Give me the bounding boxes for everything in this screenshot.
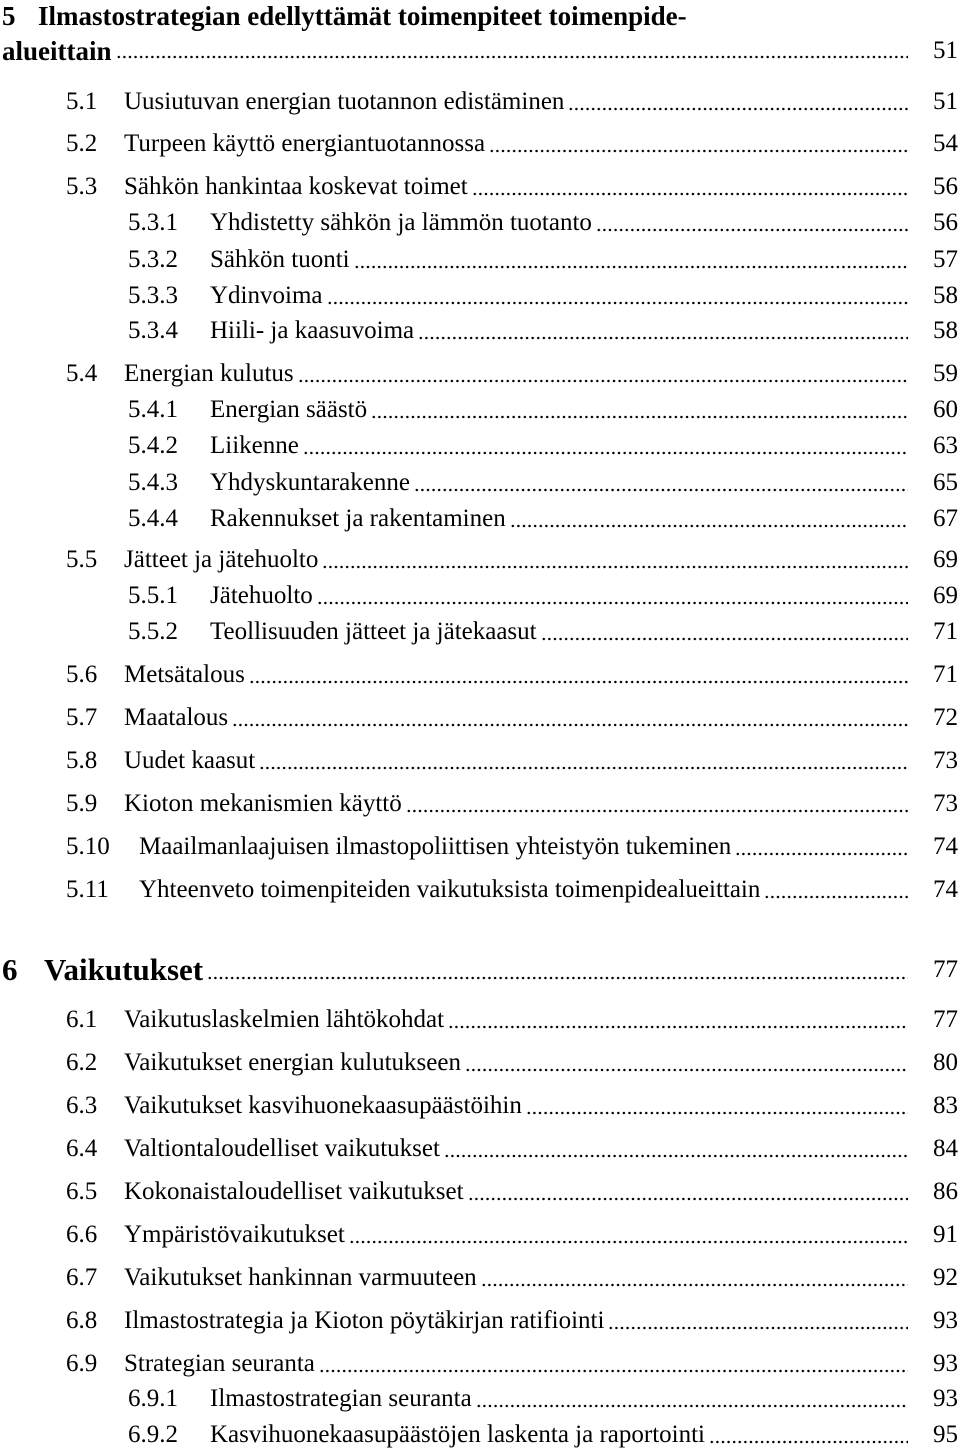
- toc-entry-number: 6.1: [66, 1006, 98, 1033]
- dot-leader: [465, 1068, 908, 1072]
- toc-entry-page-number: 91: [933, 1221, 958, 1248]
- toc-entry[interactable]: [0, 499, 960, 539]
- dot-leader: [481, 1283, 908, 1287]
- toc-entry-number: 6.6: [66, 1221, 98, 1248]
- toc-entry-page-number: 71: [933, 661, 958, 688]
- toc-entry[interactable]: [0, 741, 960, 781]
- toc-entry-page-number: 83: [933, 1092, 958, 1119]
- toc-entry-page-number: 77: [933, 1006, 958, 1033]
- toc-entry[interactable]: [0, 784, 960, 824]
- toc-entry-number: 5: [2, 1, 16, 31]
- toc-entry-page-number: 69: [933, 546, 958, 573]
- toc-entry-number: 6.9: [66, 1350, 98, 1377]
- toc-entry-number: 6.4: [66, 1135, 98, 1162]
- dot-leader: [596, 228, 908, 232]
- toc-entry-page-number: 72: [933, 704, 958, 731]
- toc-entry-title: Maailmanlaajuisen ilmastopoliittisen yhteistyön tukeminen: [139, 833, 732, 860]
- toc-entry-title: Energian säästö: [210, 396, 368, 423]
- toc-entry-title: Teollisuuden jätteet ja jätekaasut: [210, 618, 537, 645]
- toc-entry-number: 5.5.1: [128, 582, 178, 609]
- dot-leader: [317, 601, 908, 605]
- toc-entry-page-number: 58: [933, 282, 958, 309]
- toc-entry[interactable]: [0, 82, 960, 122]
- dot-leader: [327, 301, 909, 305]
- toc-entry-title: Vaikutukset: [44, 952, 204, 987]
- toc-entry[interactable]: [0, 612, 960, 652]
- toc-entry-title: Valtiontaloudelliset vaikutukset: [124, 1135, 440, 1162]
- toc-entry-number: 6.2: [66, 1049, 98, 1076]
- toc-entry[interactable]: [0, 240, 960, 280]
- dot-leader: [709, 1440, 908, 1444]
- dot-leader: [322, 565, 908, 569]
- toc-entry-page-number: 60: [933, 396, 958, 423]
- toc-entry-number: 5.5: [66, 546, 98, 573]
- toc-entry-number: 6.7: [66, 1264, 98, 1291]
- toc-entry-page-number: 74: [933, 833, 958, 860]
- toc-entry-number: 5.3.4: [128, 317, 178, 344]
- toc-entry-title: Strategian seuranta: [124, 1350, 315, 1377]
- toc-entry-title: Vaikutukset kasvihuonekaasupäästöihin: [124, 1092, 522, 1119]
- dot-leader: [510, 524, 908, 528]
- toc-entry-title: Ilmastostrategian edellyttämät toimenpiteet toimenpide-: [38, 1, 687, 31]
- dot-leader: [489, 149, 908, 153]
- toc-entry[interactable]: [0, 540, 960, 580]
- toc-entry-number: 6.3: [66, 1092, 98, 1119]
- toc-entry-number: 5.6: [66, 661, 98, 688]
- toc-entry-title: Maatalous: [124, 704, 229, 731]
- toc-entry-number: 5.8: [66, 747, 98, 774]
- toc-entry[interactable]: [0, 1379, 960, 1419]
- toc-entry-title: Ilmastostrategia ja Kioton pöytäkirjan ratifiointi: [124, 1307, 605, 1334]
- toc-entry-title: Turpeen käyttö energiantuotannossa: [124, 130, 486, 157]
- toc-entry-page-number: 56: [933, 209, 958, 236]
- toc-entry-title: Vaikutukset energian kulutukseen: [124, 1049, 461, 1076]
- toc-entry[interactable]: [0, 390, 960, 430]
- toc-entry-page-number: 93: [933, 1307, 958, 1334]
- dot-leader: [354, 265, 908, 269]
- toc-chapter-entry-continuation[interactable]: [0, 31, 960, 71]
- toc-entry[interactable]: [0, 203, 960, 243]
- toc-entry[interactable]: [0, 1215, 960, 1255]
- dot-leader: [608, 1326, 908, 1330]
- toc-entry-number: 5.3: [66, 173, 98, 200]
- toc-entry-title: Rakennukset ja rakentaminen: [210, 505, 506, 532]
- toc-entry-number: 6: [2, 952, 18, 987]
- toc-entry[interactable]: [0, 1415, 960, 1455]
- toc-entry-number: 5.4.1: [128, 396, 178, 423]
- toc-entry[interactable]: [0, 276, 960, 316]
- toc-entry-number: 5.10: [66, 833, 110, 860]
- toc-entry[interactable]: [0, 1000, 960, 1040]
- toc-entry-page-number: 86: [933, 1178, 958, 1205]
- toc-entry[interactable]: [0, 870, 960, 910]
- toc-entry-number: 6.8: [66, 1307, 98, 1334]
- toc-entry-page-number: 92: [933, 1264, 958, 1291]
- toc-entry-title: Kasvihuonekaasupäästöjen laskenta ja raportointi: [210, 1421, 705, 1448]
- toc-entry[interactable]: [0, 426, 960, 466]
- toc-entry-page-number: 65: [933, 469, 958, 496]
- toc-entry-title: Uusiutuvan energian tuotannon edistäminen: [124, 88, 565, 115]
- toc-entry-number: 5.4: [66, 360, 98, 387]
- toc-entry-page-number: 69: [933, 582, 958, 609]
- toc-entry-title: Kioton mekanismien käyttö: [124, 790, 402, 817]
- toc-entry-page-number: 71: [933, 618, 958, 645]
- toc-entry-number: 5.11: [66, 876, 109, 903]
- dot-leader: [472, 192, 908, 196]
- toc-entry[interactable]: [0, 311, 960, 351]
- toc-entry-number: 5.4.4: [128, 505, 178, 532]
- toc-entry-title: Yhteenveto toimenpiteiden vaikutuksista toimenpidealueittain: [139, 876, 761, 903]
- toc-entry-number: 5.3.1: [128, 209, 178, 236]
- toc-entry-page-number: 57: [933, 246, 958, 273]
- toc-chapter-entry[interactable]: [0, 950, 960, 990]
- toc-entry-title: Ydinvoima: [210, 282, 323, 309]
- dot-leader: [444, 1154, 908, 1158]
- toc-entry[interactable]: [0, 463, 960, 503]
- dot-leader: [259, 766, 908, 770]
- toc-entry-number: 5.3.3: [128, 282, 178, 309]
- toc-entry-number: 6.9.1: [128, 1385, 178, 1412]
- toc-entry-title: Ympäristövaikutukset: [124, 1221, 345, 1248]
- toc-entry[interactable]: [0, 1043, 960, 1083]
- toc-entry-page-number: 77: [933, 956, 958, 983]
- dot-leader: [541, 637, 908, 641]
- toc-entry[interactable]: [0, 1129, 960, 1169]
- toc-entry-title: Jätteet ja jätehuolto: [124, 546, 319, 573]
- toc-entry-page-number: 58: [933, 317, 958, 344]
- toc-entry-title: Liikenne: [210, 432, 299, 459]
- toc-entry-number: 5.2: [66, 130, 98, 157]
- toc-entry-page-number: 95: [933, 1421, 958, 1448]
- toc-entry-title: Sähkön hankintaa koskevat toimet: [124, 173, 468, 200]
- dot-leader: [418, 336, 908, 340]
- toc-entry-page-number: 51: [933, 88, 958, 115]
- toc-entry-page-number: 80: [933, 1049, 958, 1076]
- toc-entry[interactable]: [0, 1344, 960, 1384]
- dot-leader: [476, 1404, 908, 1408]
- dot-leader: [371, 415, 908, 419]
- toc-entry-title: Energian kulutus: [124, 360, 294, 387]
- toc-entry-title-continuation: alueittain: [2, 36, 112, 66]
- toc-entry[interactable]: [0, 1301, 960, 1341]
- dot-leader: [526, 1111, 908, 1115]
- toc-entry-page-number: 93: [933, 1385, 958, 1412]
- toc-entry-title: Metsätalous: [124, 661, 245, 688]
- toc-entry-page-number: 73: [933, 747, 958, 774]
- toc-entry[interactable]: [0, 698, 960, 738]
- dot-leader: [349, 1240, 908, 1244]
- dot-leader: [735, 852, 908, 856]
- toc-entry-number: 5.3.2: [128, 246, 178, 273]
- dot-leader: [448, 1025, 908, 1029]
- dot-leader: [406, 809, 908, 813]
- toc-entry-number: 5.9: [66, 790, 98, 817]
- toc-entry-title: Ilmastostrategian seuranta: [210, 1385, 472, 1412]
- toc-entry-title: Uudet kaasut: [124, 747, 256, 774]
- toc-entry[interactable]: [0, 655, 960, 695]
- toc-entry-title: Yhdyskuntarakenne: [210, 469, 410, 496]
- toc-entry[interactable]: [0, 576, 960, 616]
- toc-entry-page-number: 84: [933, 1135, 958, 1162]
- dot-leader: [414, 488, 908, 492]
- toc-entry[interactable]: [0, 167, 960, 207]
- dot-leader: [249, 680, 908, 684]
- toc-entry-title: Jätehuolto: [210, 582, 313, 609]
- dot-leader: [568, 107, 908, 111]
- toc-entry-number: 5.4.3: [128, 469, 178, 496]
- toc-entry-title: Kokonaistaloudelliset vaikutukset: [124, 1178, 464, 1205]
- toc-entry-number: 5.5.2: [128, 618, 178, 645]
- toc-entry-number: 5.4.2: [128, 432, 178, 459]
- toc-entry[interactable]: [0, 354, 960, 394]
- toc-entry-page-number: 63: [933, 432, 958, 459]
- dot-leader: [207, 976, 908, 980]
- dot-leader: [764, 895, 908, 899]
- dot-leader: [468, 1197, 908, 1201]
- toc-entry-page-number: 74: [933, 876, 958, 903]
- toc-entry[interactable]: [0, 1258, 960, 1298]
- dot-leader: [303, 451, 908, 455]
- toc-entry-page-number: 93: [933, 1350, 958, 1377]
- toc-entry[interactable]: [0, 124, 960, 164]
- toc-entry-title: Vaikutukset hankinnan varmuuteen: [124, 1264, 477, 1291]
- dot-leader: [232, 723, 908, 727]
- dot-leader: [116, 55, 908, 59]
- toc-entry[interactable]: [0, 827, 960, 867]
- toc-entry-page-number: 59: [933, 360, 958, 387]
- dot-leader: [319, 1369, 908, 1373]
- toc-entry-title: Hiili- ja kaasuvoima: [210, 317, 415, 344]
- toc-entry-title: Yhdistetty sähkön ja lämmön tuotanto: [210, 209, 592, 236]
- toc-entry-page-number: 56: [933, 173, 958, 200]
- toc-entry-number: 6.5: [66, 1178, 98, 1205]
- toc-entry-number: 5.1: [66, 88, 98, 115]
- toc-entry-page-number: 51: [933, 37, 958, 64]
- toc-entry-title: Vaikutuslaskelmien lähtökohdat: [124, 1006, 445, 1033]
- toc-entry-page-number: 54: [933, 130, 958, 157]
- toc-entry-page-number: 73: [933, 790, 958, 817]
- dot-leader: [298, 379, 908, 383]
- toc-entry[interactable]: [0, 1172, 960, 1212]
- toc-entry-number: 6.9.2: [128, 1421, 178, 1448]
- toc-entry-title: Sähkön tuonti: [210, 246, 350, 273]
- toc-entry-page-number: 67: [933, 505, 958, 532]
- toc-entry-number: 5.7: [66, 704, 98, 731]
- toc-entry[interactable]: [0, 1086, 960, 1126]
